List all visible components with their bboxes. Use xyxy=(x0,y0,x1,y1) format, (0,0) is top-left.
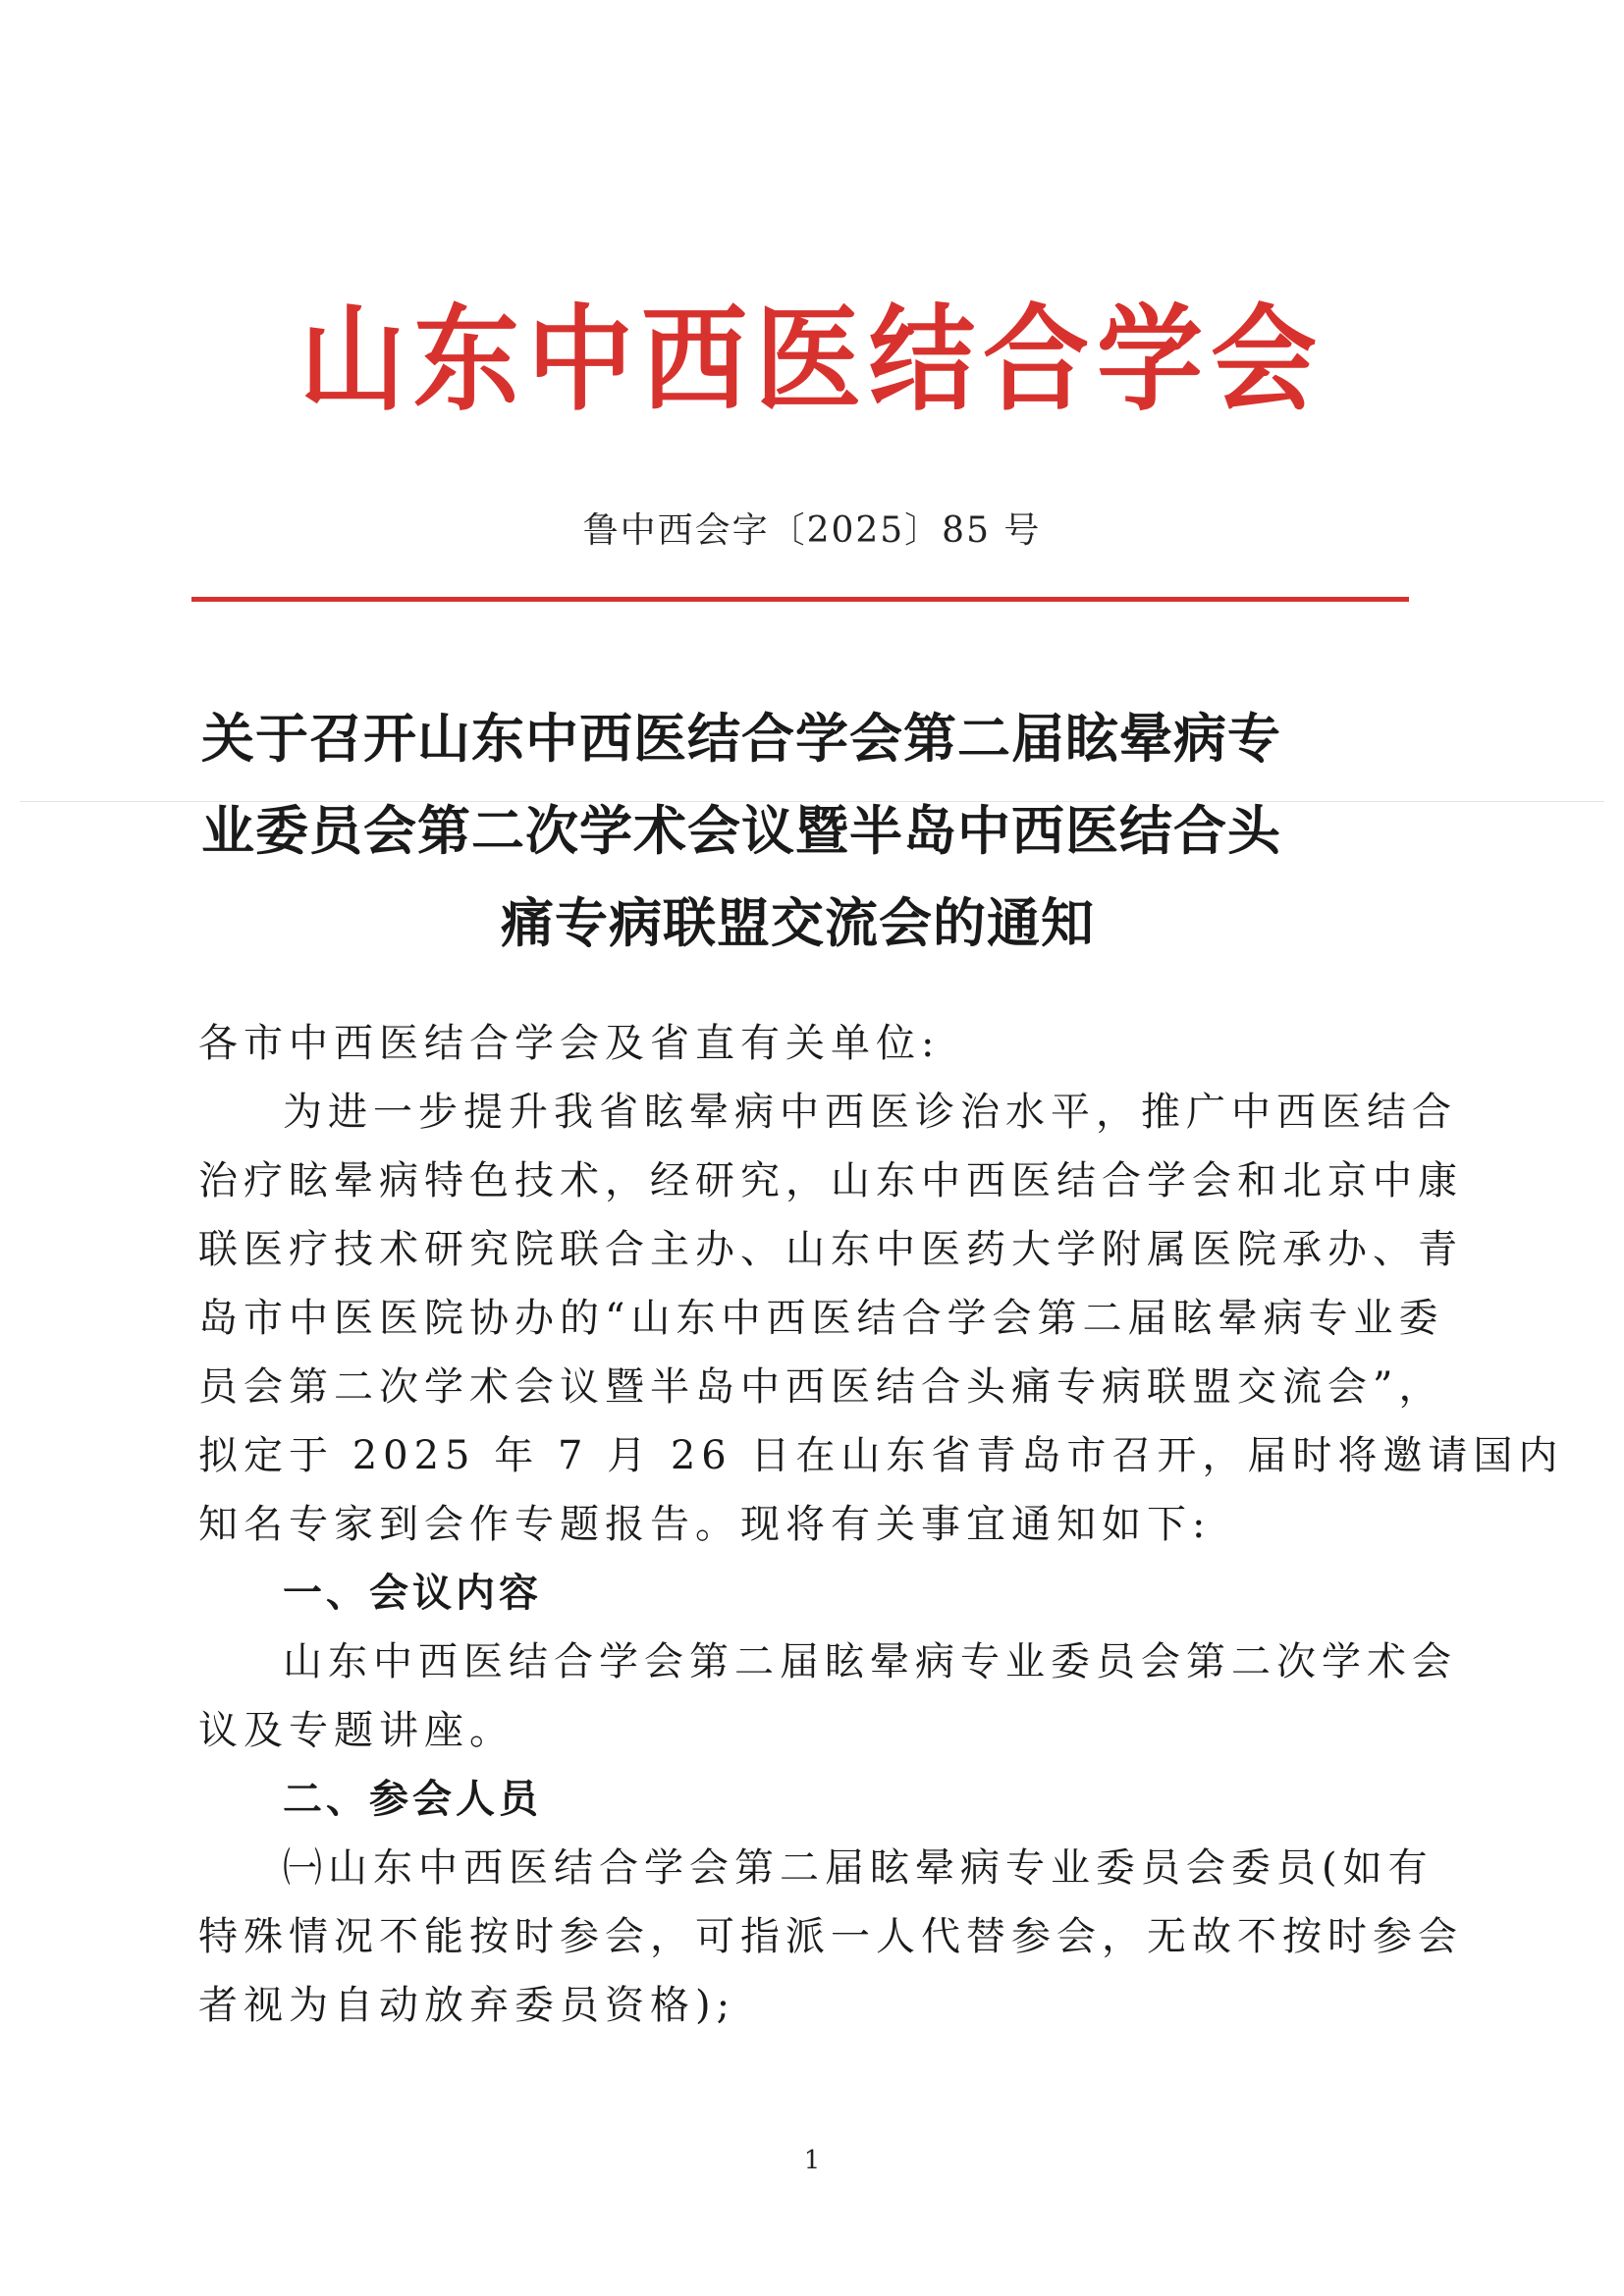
document-number: 鲁中西会字〔2025〕85 号 xyxy=(582,510,1042,551)
page-number: 1 xyxy=(803,2146,821,2175)
paragraph1-line-7: 知名专家到会作专题报告。现将有关事宜通知如下: xyxy=(198,1502,1212,1547)
section2-line-3: 者视为自动放弃委员资格); xyxy=(198,1983,736,2028)
title-line-3: 痛专病联盟交流会的通知 xyxy=(501,892,1095,954)
title-line-2: 业委员会第二次学术会议暨半岛中西医结合头 xyxy=(201,800,1281,862)
title-line-1: 关于召开山东中西医结合学会第二届眩晕病专 xyxy=(201,708,1281,770)
paragraph1-line-3: 联医疗技术研究院联合主办、山东中医药大学附属医院承办、青 xyxy=(198,1227,1463,1272)
organization-masthead: 山东中西医结合学会 xyxy=(298,293,1325,427)
section1-heading: 一、会议内容 xyxy=(283,1571,542,1616)
salutation: 各市中西医结合学会及省直有关单位: xyxy=(198,1021,941,1066)
section1-line-2: 议及专题讲座。 xyxy=(198,1708,514,1753)
section2-heading: 二、参会人员 xyxy=(283,1777,542,1822)
section2-line-1: ㈠山东中西医结合学会第二届眩晕病专业委员会委员(如有 xyxy=(283,1845,1434,1891)
notice-body xyxy=(198,1009,1564,2040)
paragraph1-line-6: 拟定于 2025 年 7 月 26 日在山东省青岛市召开，届时将邀请国内 xyxy=(198,1433,1564,1478)
notice-title xyxy=(201,693,1394,970)
red-divider-rule xyxy=(191,597,1409,602)
section2-line-2: 特殊情况不能按时参会，可指派一人代替参会，无故不按时参会 xyxy=(198,1914,1463,1959)
paragraph1-line-1: 为进一步提升我省眩晕病中西医诊治水平，推广中西医结合 xyxy=(283,1090,1457,1135)
paragraph1-line-2: 治疗眩晕病特色技术，经研究，山东中西医结合学会和北京中康 xyxy=(198,1158,1463,1203)
section1-line-1: 山东中西医结合学会第二届眩晕病专业委员会第二次学术会 xyxy=(283,1639,1457,1684)
paragraph1-line-5: 员会第二次学术会议暨半岛中西医结合头痛专病联盟交流会”， xyxy=(198,1364,1444,1410)
paragraph1-line-4: 岛市中医医院协办的“山东中西医结合学会第二届眩晕病专业委 xyxy=(198,1296,1444,1341)
